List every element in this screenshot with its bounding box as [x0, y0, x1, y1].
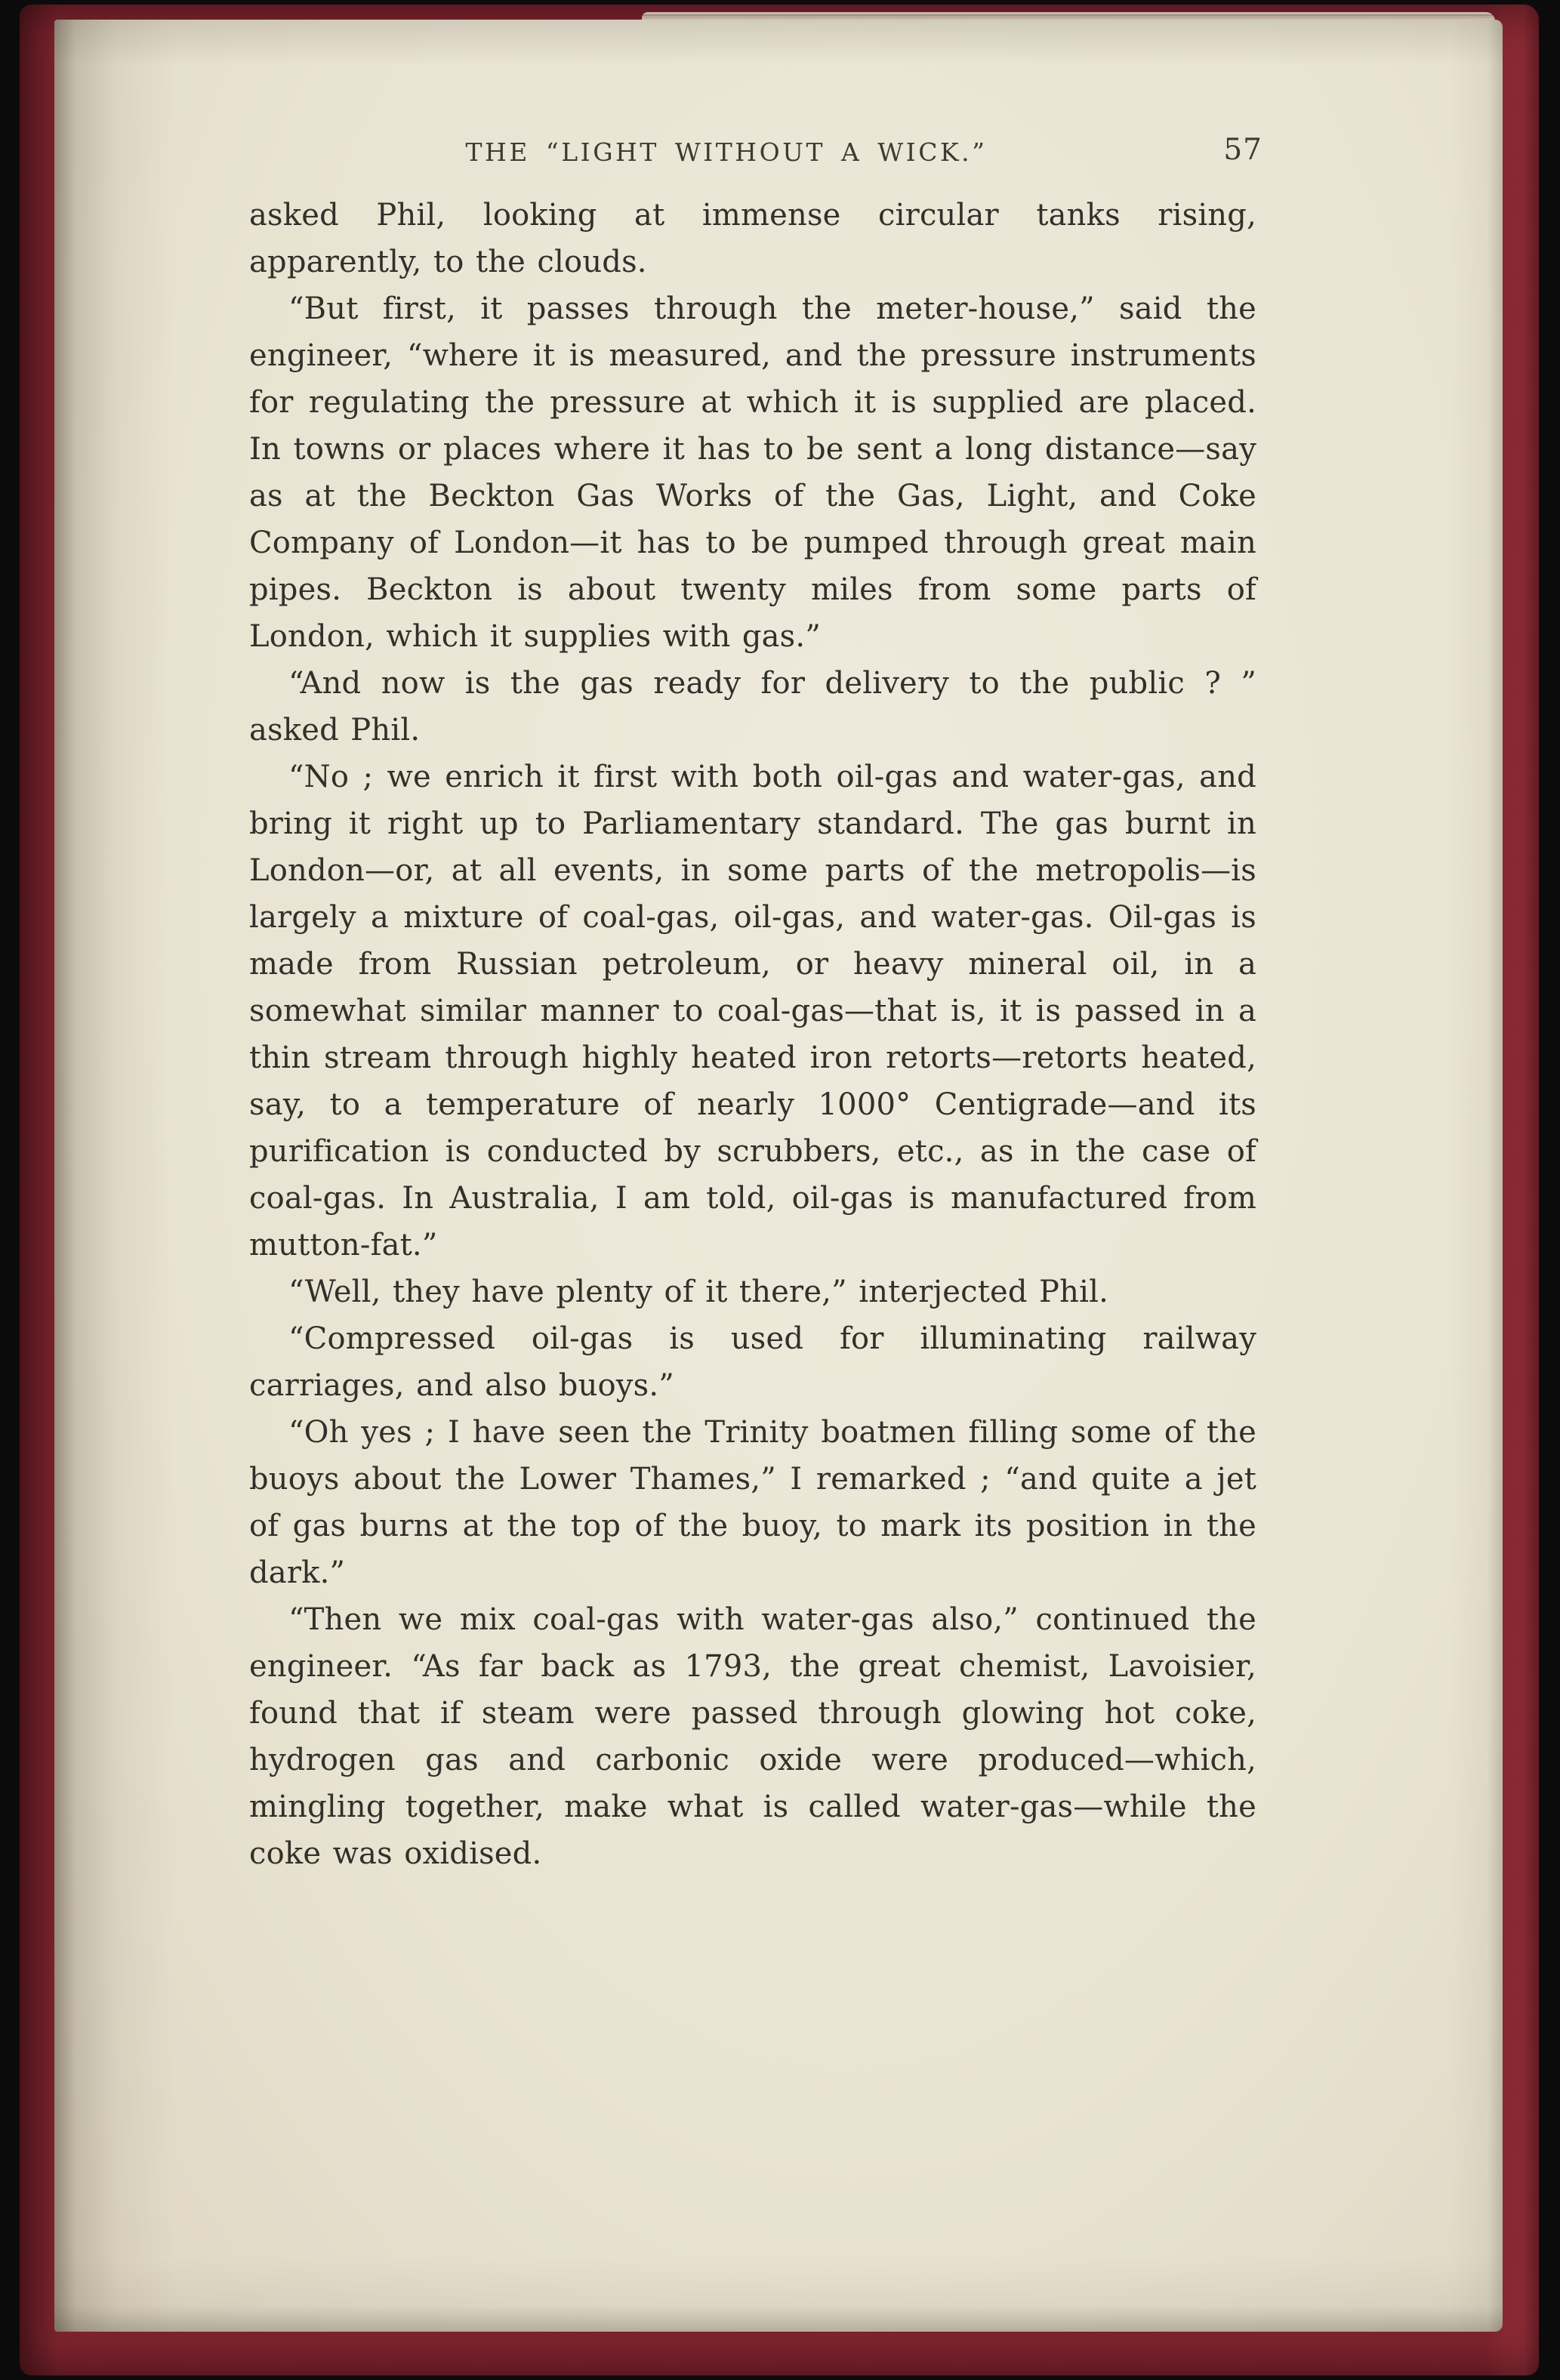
page-body	[249, 192, 1256, 1877]
page-content-area	[249, 133, 1262, 1877]
paragraph: “Well, they have plenty of it there,” interjected Phil.	[288, 1275, 1109, 1309]
paragraph: “But first, it passes through the meter-house,” said the engineer, “where it is measured, and the pressure instruments for regulating the pressure at which it is supplied are placed. In towns or places where it has to be sent a long distance—say as at the Beckton Gas Works of the Gas, Light, and Coke Company of London—it has to be pumped through great main pipes. Beckton is about twenty miles from some parts of London, which it supplies with gas.”	[249, 291, 1256, 654]
book-page	[54, 20, 1503, 2332]
paragraph: asked Phil, looking at immense circular tanks rising, apparently, to the clouds.	[249, 198, 1256, 279]
paragraph: “Compressed oil-gas is used for illuminating railway carriages, and also buoys.”	[249, 1321, 1256, 1403]
page-number: 57	[1223, 133, 1262, 167]
paragraph: “No ; we enrich it first with both oil-gas and water-gas, and bring it right up to Parliamentary standard. The gas burnt in London—or, at all events, in some parts of the metropolis—is largely a mixture of coal-gas, oil-gas, and water-gas. Oil-gas is made from Russian petroleum, or heavy mineral oil, in a somewhat similar manner to coal-gas—that is, it is passed in a thin stream through highly heated iron retorts—retorts heated, say, to a temperature of nearly 1000° Centigrade—and its purification is conducted by scrubbers, etc., as in the case of coal-gas. In Australia, I am told, oil-gas is manufactured from mutton-fat.”	[249, 760, 1256, 1262]
paragraph: “And now is the gas ready for delivery to the public ? ” asked Phil.	[249, 666, 1256, 748]
paragraph: “Then we mix coal-gas with water-gas also,” continued the engineer. “As far back as 1793, the great chemist, Lavoisier, found that if steam were passed through glowing hot coke, hydrogen gas and carbonic oxide were produced—which, mingling together, make what is called water-gas—while the coke was oxidised.	[249, 1602, 1256, 1871]
paragraph: “Oh yes ; I have seen the Trinity boatmen filling some of the buoys about the Lower Thames,” I remarked ; “and quite a jet of gas burns at the top of the buoy, to mark its position in the dark.”	[249, 1415, 1256, 1590]
page-header	[249, 133, 1262, 192]
running-title: THE “LIGHT WITHOUT A WICK.”	[465, 137, 988, 167]
